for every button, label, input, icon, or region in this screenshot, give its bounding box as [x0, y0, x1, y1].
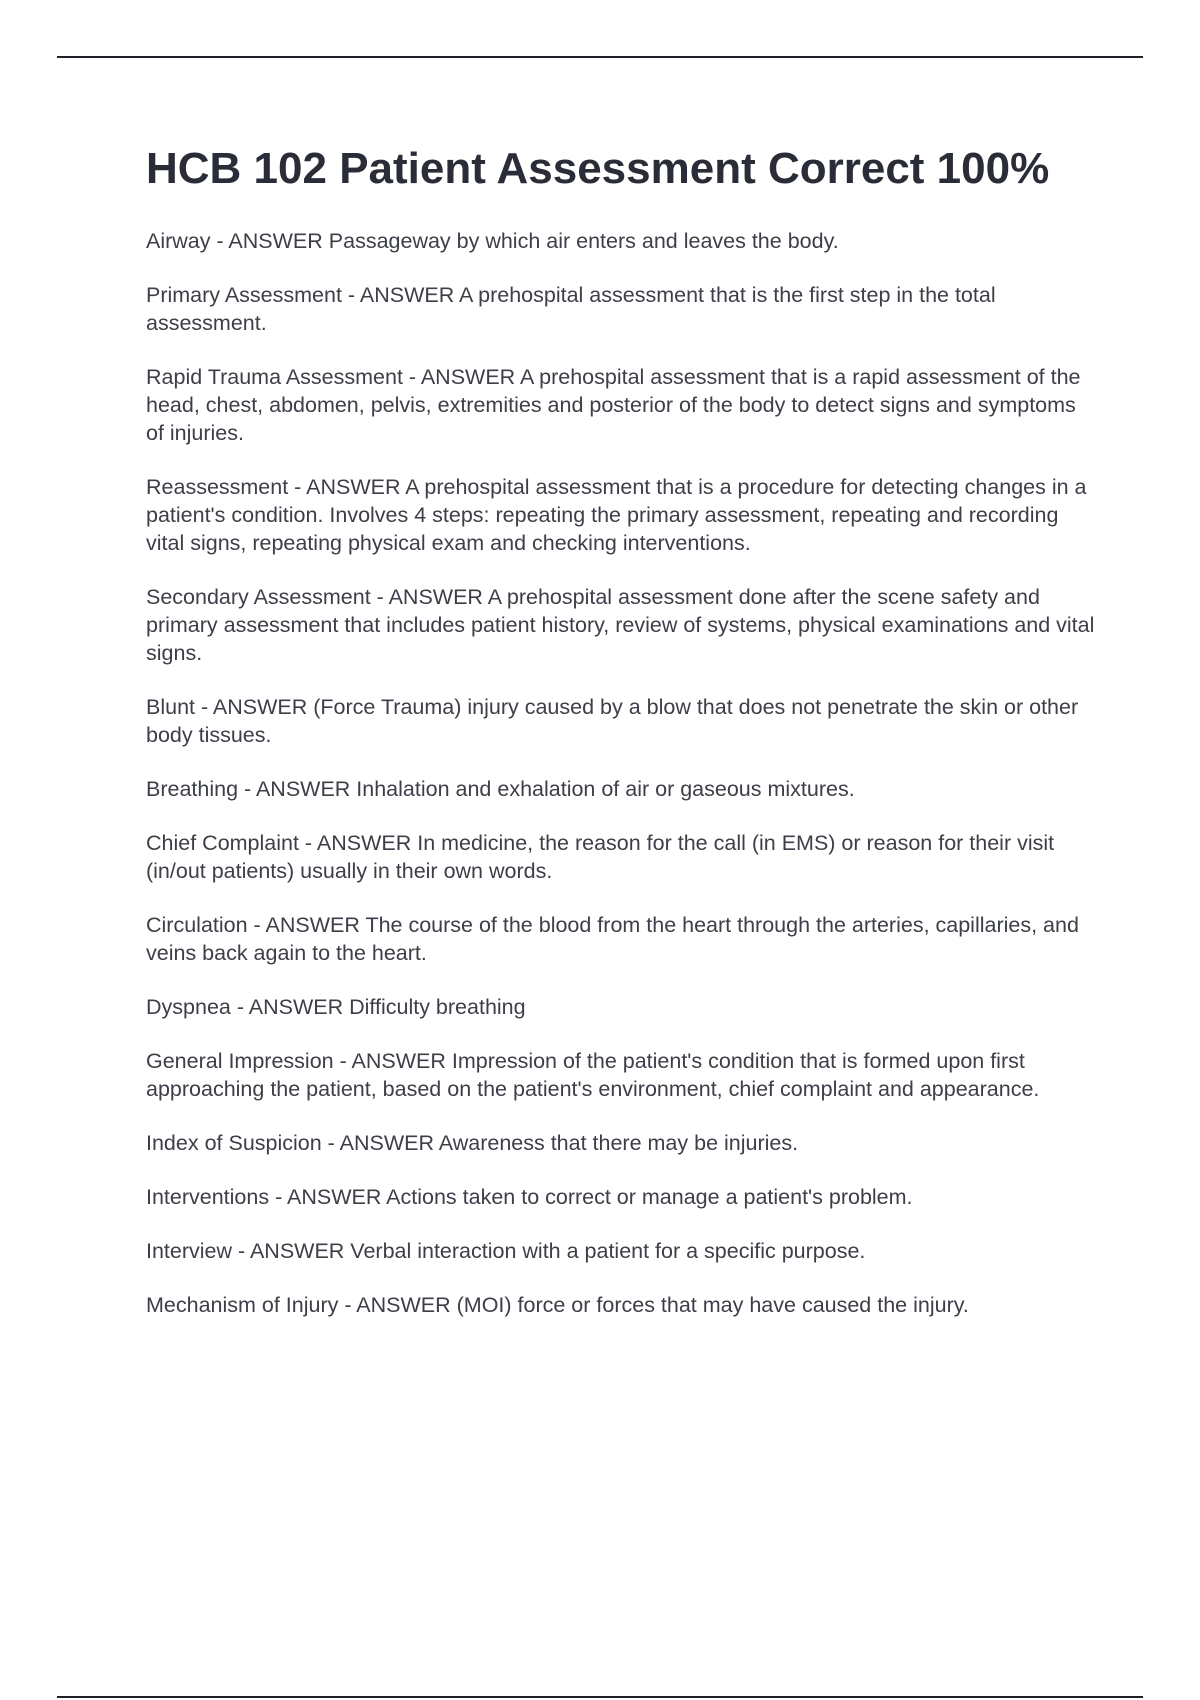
qa-entry-breathing: Breathing - ANSWER Inhalation and exhalation of air or gaseous mixtures.: [146, 777, 855, 801]
qa-entry-rapid-trauma-assessment: Rapid Trauma Assessment - ANSWER A prehospital assessment that is a rapid assessment of the head, chest, abdomen, pelvis, extremities and posterior of the body to detect signs and symptoms of injuries.: [146, 365, 1081, 445]
qa-entry-interventions: Interventions - ANSWER Actions taken to correct or manage a patient's problem.: [146, 1185, 913, 1209]
qa-entry-chief-complaint: Chief Complaint - ANSWER In medicine, the reason for the call (in EMS) or reason for their visit (in/out patients) usually in their own words.: [146, 831, 1055, 883]
qa-entry-blunt: Blunt - ANSWER (Force Trauma) injury caused by a blow that does not penetrate the skin or other body tissues.: [146, 695, 1079, 747]
qa-entry-general-impression: General Impression - ANSWER Impression of the patient's condition that is formed upon first approaching the patient, based on the patient's environment, chief complaint and appearance.: [146, 1049, 1040, 1101]
qa-entry-mechanism-of-injury: Mechanism of Injury - ANSWER (MOI) force or forces that may have caused the injury.: [146, 1293, 969, 1317]
qa-entry-reassessment: Reassessment - ANSWER A prehospital assessment that is a procedure for detecting changes in a patient's condition. Involves 4 steps: repeating the primary assessment, repeating and recording vital signs, repeating physical exam and checking interventions.: [146, 475, 1087, 555]
qa-entry-dyspnea: Dyspnea - ANSWER Difficulty breathing: [146, 995, 526, 1019]
qa-entry-index-of-suspicion: Index of Suspicion - ANSWER Awareness that there may be injuries.: [146, 1131, 799, 1155]
qa-entry-secondary-assessment: Secondary Assessment - ANSWER A prehospital assessment done after the scene safety and primary assessment that includes patient history, review of systems, physical examinations and vital signs.: [146, 585, 1095, 665]
qa-entry-interview: Interview - ANSWER Verbal interaction with a patient for a specific purpose.: [146, 1239, 866, 1263]
document-body: [146, 140, 1096, 1345]
top-rule: [57, 56, 1143, 58]
qa-entry-airway: Airway - ANSWER Passageway by which air enters and leaves the body.: [146, 229, 839, 253]
page-title: HCB 102 Patient Assessment Correct 100%: [146, 144, 1050, 193]
qa-entry-primary-assessment: Primary Assessment - ANSWER A prehospital assessment that is the first step in the total assessment.: [146, 283, 996, 335]
qa-entry-circulation: Circulation - ANSWER The course of the blood from the heart through the arteries, capillaries, and veins back again to the heart.: [146, 913, 1079, 965]
bottom-rule: [57, 1696, 1143, 1698]
